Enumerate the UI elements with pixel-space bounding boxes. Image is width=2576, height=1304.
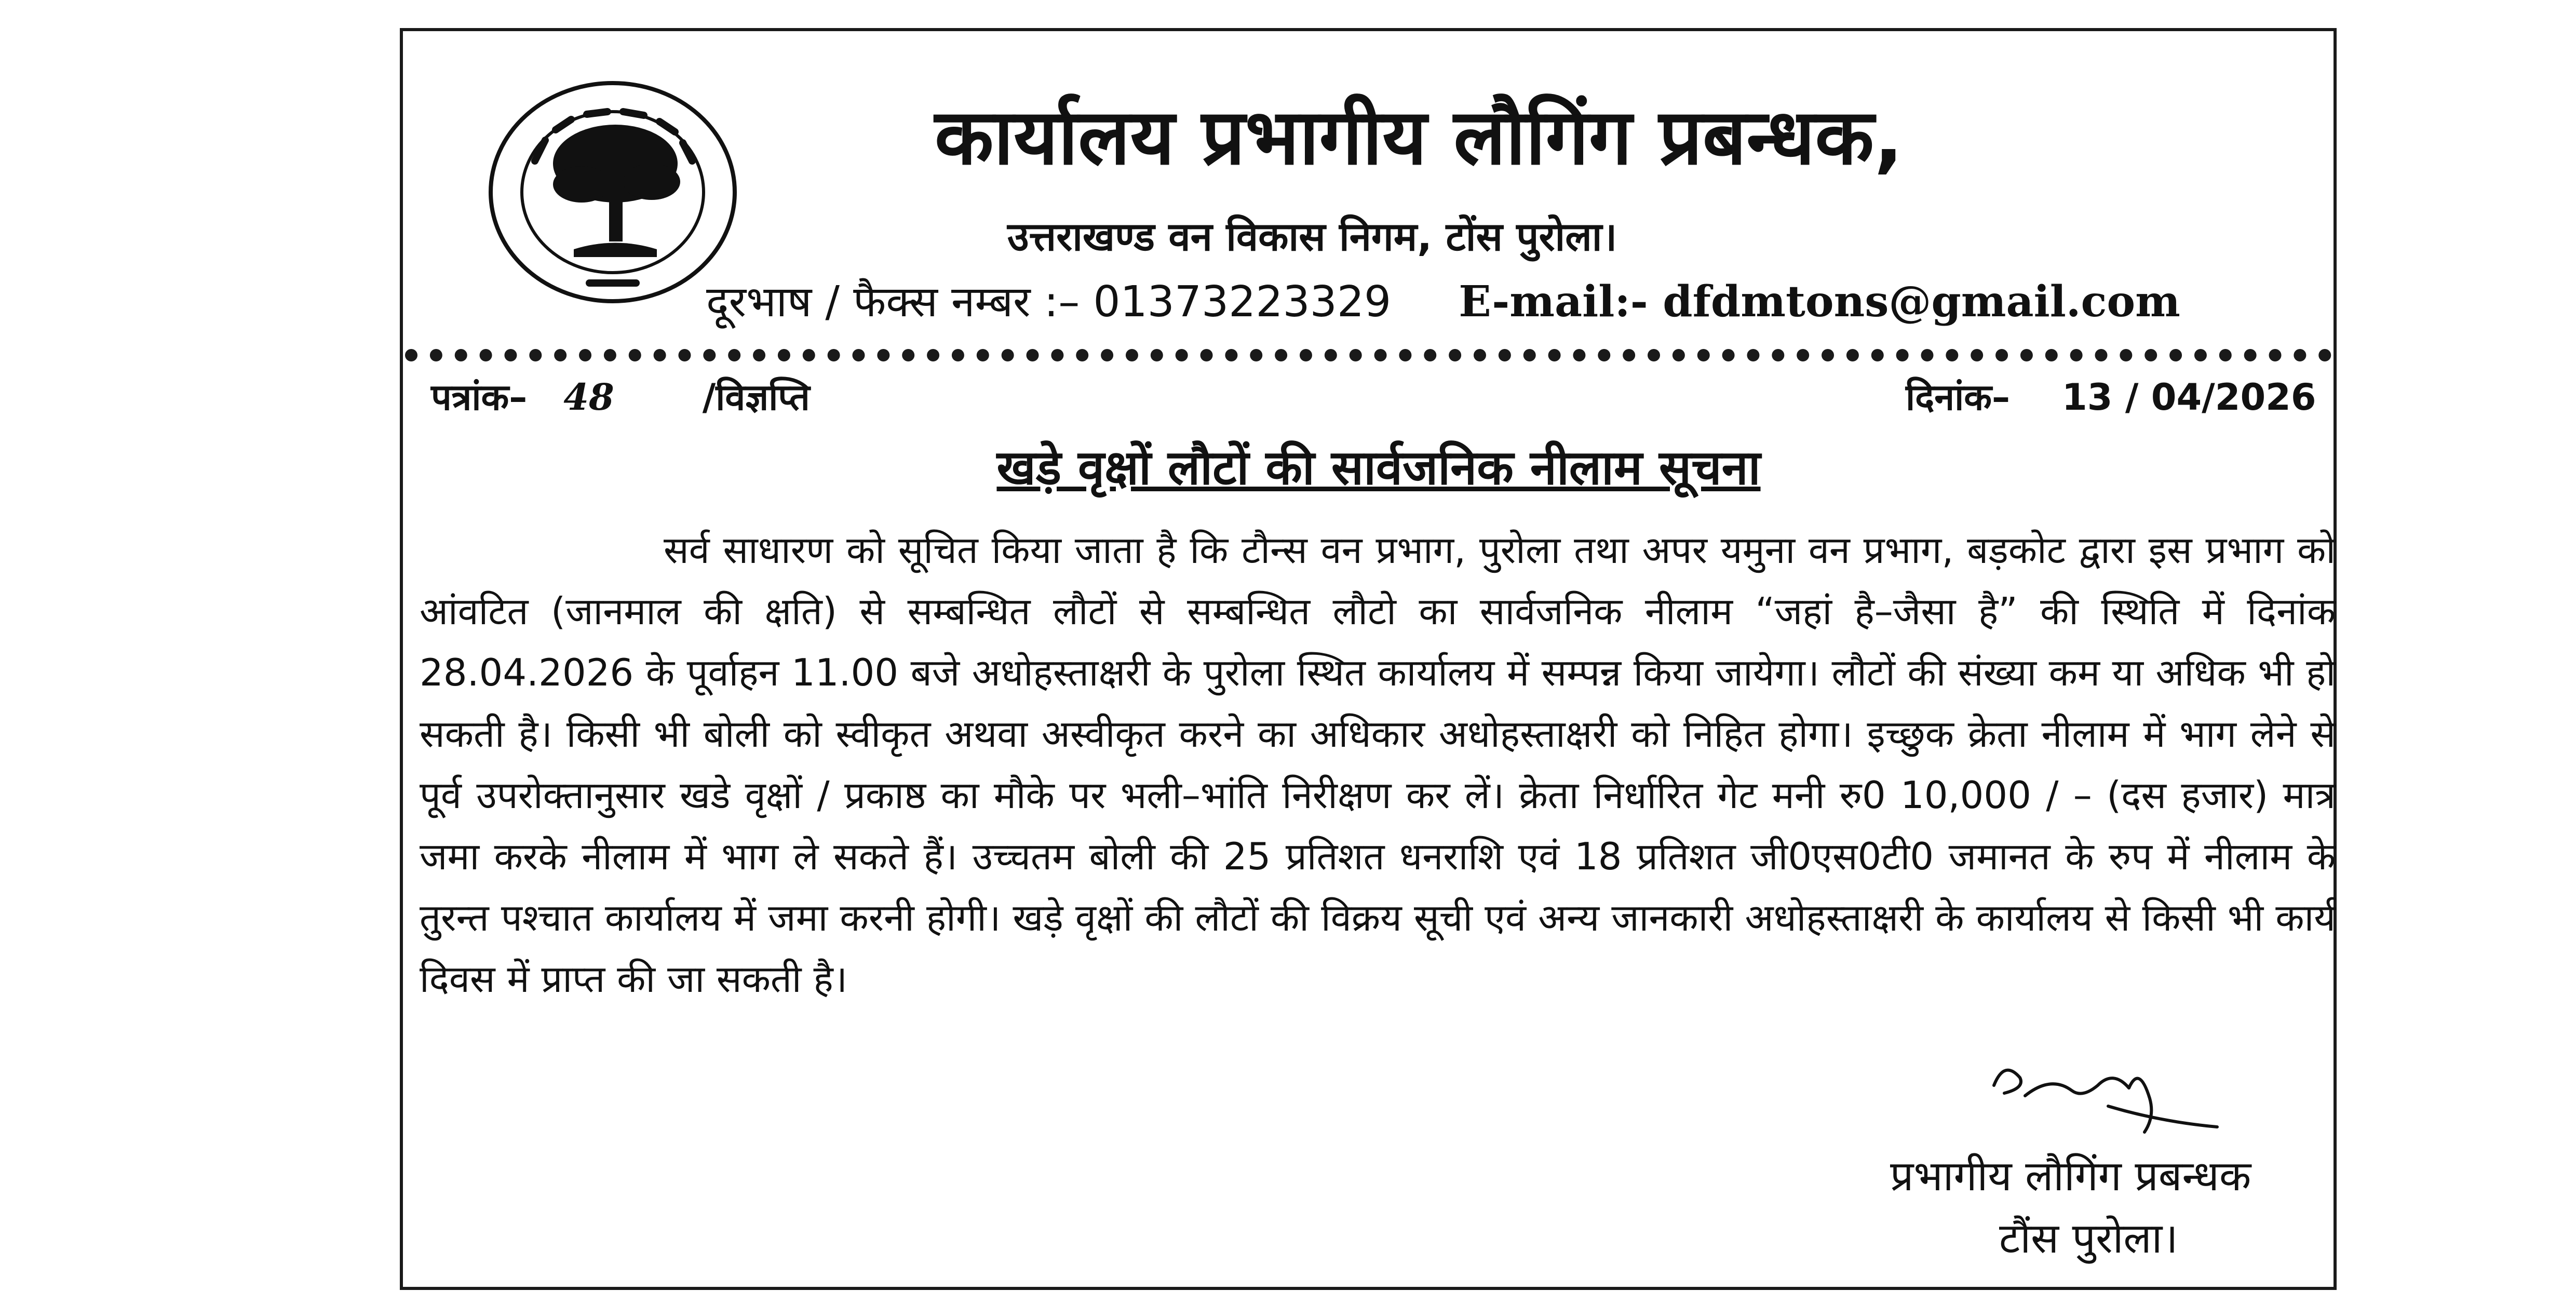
notice-title: खड़े वृक्षों लौटों की सार्वजनिक नीलाम सूचना — [996, 440, 1761, 495]
notice-body-paragraph: सर्व साधारण को सूचित किया जाता है कि टौन्स वन प्रभाग, पुरोला तथा अपर यमुना वन प्रभाग, बड़कोट द्वारा इस प्रभाग को आंवटित (जानमाल की क्षति) से सम्बन्धित लौटों से सम्बन्धित लौटो का सार्वजनिक नीलाम “जहां है–जैसा है” की स्थिति में दिनांक 28.04.2026 के पूर्वाहन 11.00 बजे अधोहस्ताक्षरी के पुरोला स्थित कार्यालय में सम्पन्न किया जायेगा। लौटों की संख्या कम या अधिक भी हो सकती है। किसी भी बोली को स्वीकृत अथवा अस्वीकृत करने का अधिकार अधोहस्ताक्षरी को निहित होगा। इच्छुक क्रेता नीलाम में भाग लेने से पूर्व उपरोक्तानुसार खडे वृक्षों / प्रकाष्ठ का मौके पर भली–भांति निरीक्षण कर लें। क्रेता निर्धारित गेट मनी रु0 10,000 / – (दस हजार) मात्र जमा करके नीलाम में भाग ले सकते हैं। उच्चतम बोली की 25 प्रतिशत धनराशि एवं 18 प्रतिशत जी0एस0टी0 जमानत के रुप में नीलाम के तुरन्त पश्चात कार्यालय में जमा करनी होगी। खड़े वृक्षों की लौटों की विक्रय सूची एवं अन्य जानकारी अधोहस्ताक्षरी के कार्यालय से किसी भी कार्य दिवस में प्राप्त की जा सकती है। — [420, 528, 2336, 1001]
letter-number: 48 — [563, 375, 614, 419]
contact-line — [706, 277, 2316, 327]
handwritten-signature — [1973, 1049, 2233, 1153]
signatory-designation: प्रभागीय लौगिंग प्रबन्धक — [1890, 1152, 2251, 1200]
date-reference — [1906, 376, 2316, 419]
phone-fax-label: दूरभाष / फैक्स नम्बर :– 01373223329 — [706, 277, 1392, 327]
date-label: दिनांक– — [1906, 376, 2011, 419]
date-value: 13 / 04/2026 — [2062, 376, 2316, 419]
dotted-divider — [405, 349, 2331, 361]
tree-emblem-icon — [485, 78, 740, 306]
organization-name: उत्तराखण्ड वन विकास निगम, टोंस पुरोला। — [1007, 213, 1617, 260]
signatory-place: टौंस पुरोला। — [1999, 1214, 2178, 1262]
letter-reference — [431, 375, 810, 419]
letter-number-label: पत्रांक– — [431, 376, 528, 419]
letter-suffix: /विज्ञप्ति — [702, 376, 810, 419]
notice-body — [420, 519, 2336, 1010]
email-label: E-mail:- dfdmtons@gmail.com — [1459, 277, 2180, 327]
office-title: कार्यालय प्रभागीय लौगिंग प्रबन्धक, — [935, 92, 1904, 182]
